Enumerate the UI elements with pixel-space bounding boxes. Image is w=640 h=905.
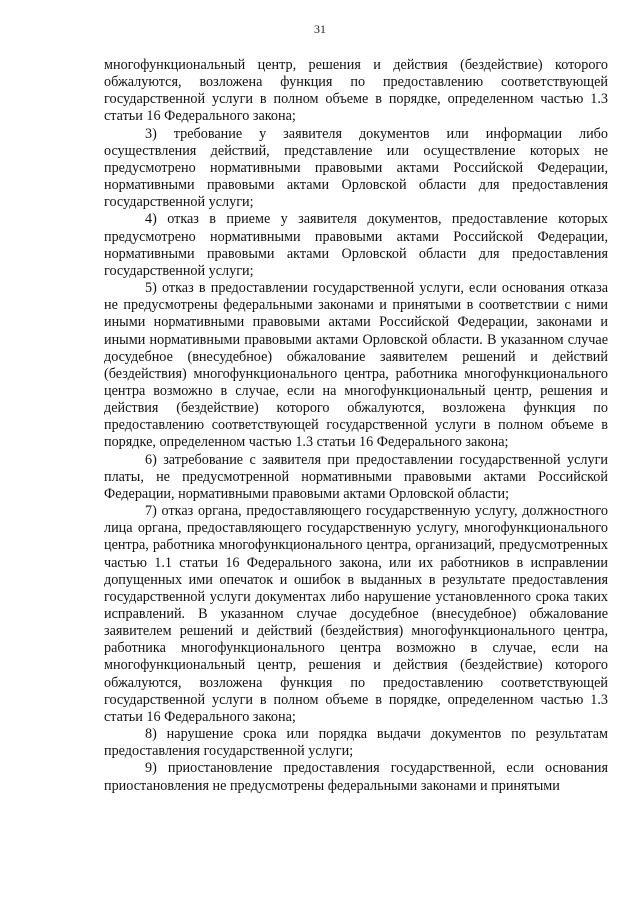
- page-number: 31: [314, 22, 326, 36]
- paragraph-item-4: 4) отказ в приеме у заявителя документов, предоставление которых предусмотрено нормативными правовыми актами Российской Федерации, нормативными правовыми актами Орловской области для предоставления государственной услуги;: [104, 211, 608, 279]
- paragraph-item-9: 9) приостановление предоставления государственной, если основания приостановления не предусмотрены федеральными законами и принятыми: [104, 760, 608, 794]
- paragraph-item-7: 7) отказ органа, предоставляющего государственную услугу, должностного лица органа, предоставляющего государственную услугу, многофункционального центра, работника многофункционального центра, организаций, предусмотренных частью 1.1 статьи 16 Федерального закона, или их работников в исправлении допущенных ими опечаток и ошибок в выданных в результате предоставления государственной услуги документах либо нарушение установленного срока таких исправлений. В указанном случае досудебное (внесудебное) обжалование заявителем решений и действий (бездействия) многофункционального центра, работника многофункционального центра возможно в случае, если на многофункциональный центр, решения и действия (бездействие) которого обжалуются, возложена функция по предоставлению соответствующей государственной услуги в полном объеме в порядке, определенном частью 1.3 статьи 16 Федерального закона;: [104, 503, 608, 725]
- paragraph-item-3: 3) требование у заявителя документов или информации либо осуществления действий, представление или осуществление которых не предусмотрено нормативными правовыми актами Российской Федерации, нормативными правовыми актами Орловской области для предоставления государственной услуги;: [104, 125, 608, 211]
- document-body: [104, 57, 608, 795]
- paragraph-item-6: 6) затребование с заявителя при предоставлении государственной услуги платы, не предусмотренной нормативными правовыми актами Российской Федерации, нормативными правовыми актами Орловской области;: [104, 451, 608, 502]
- paragraph-item-8: 8) нарушение срока или порядка выдачи документов по результатам предоставления государственной услуги;: [104, 726, 608, 760]
- paragraph-item-5: 5) отказ в предоставлении государственной услуги, если основания отказа не предусмотрены федеральными законами и принятыми в соответствии с ними иными нормативными правовыми актами Российской Федерации, законами и иными нормативными правовыми актами Орловской области. В указанном случае досудебное (внесудебное) обжалование заявителем решений и действий (бездействия) многофункционального центра, работника многофункционального центра возможно в случае, если на многофункциональный центр, решения и действия (бездействие) которого обжалуются, возложена функция по предоставлению соответствующей государственной услуги в полном объеме в порядке, определенном частью 1.3 статьи 16 Федерального закона;: [104, 280, 608, 451]
- paragraph-continuation: многофункциональный центр, решения и действия (бездействие) которого обжалуются, возложена функция по предоставлению соответствующей государственной услуги в полном объеме в порядке, определенном частью 1.3 статьи 16 Федерального закона;: [104, 57, 608, 125]
